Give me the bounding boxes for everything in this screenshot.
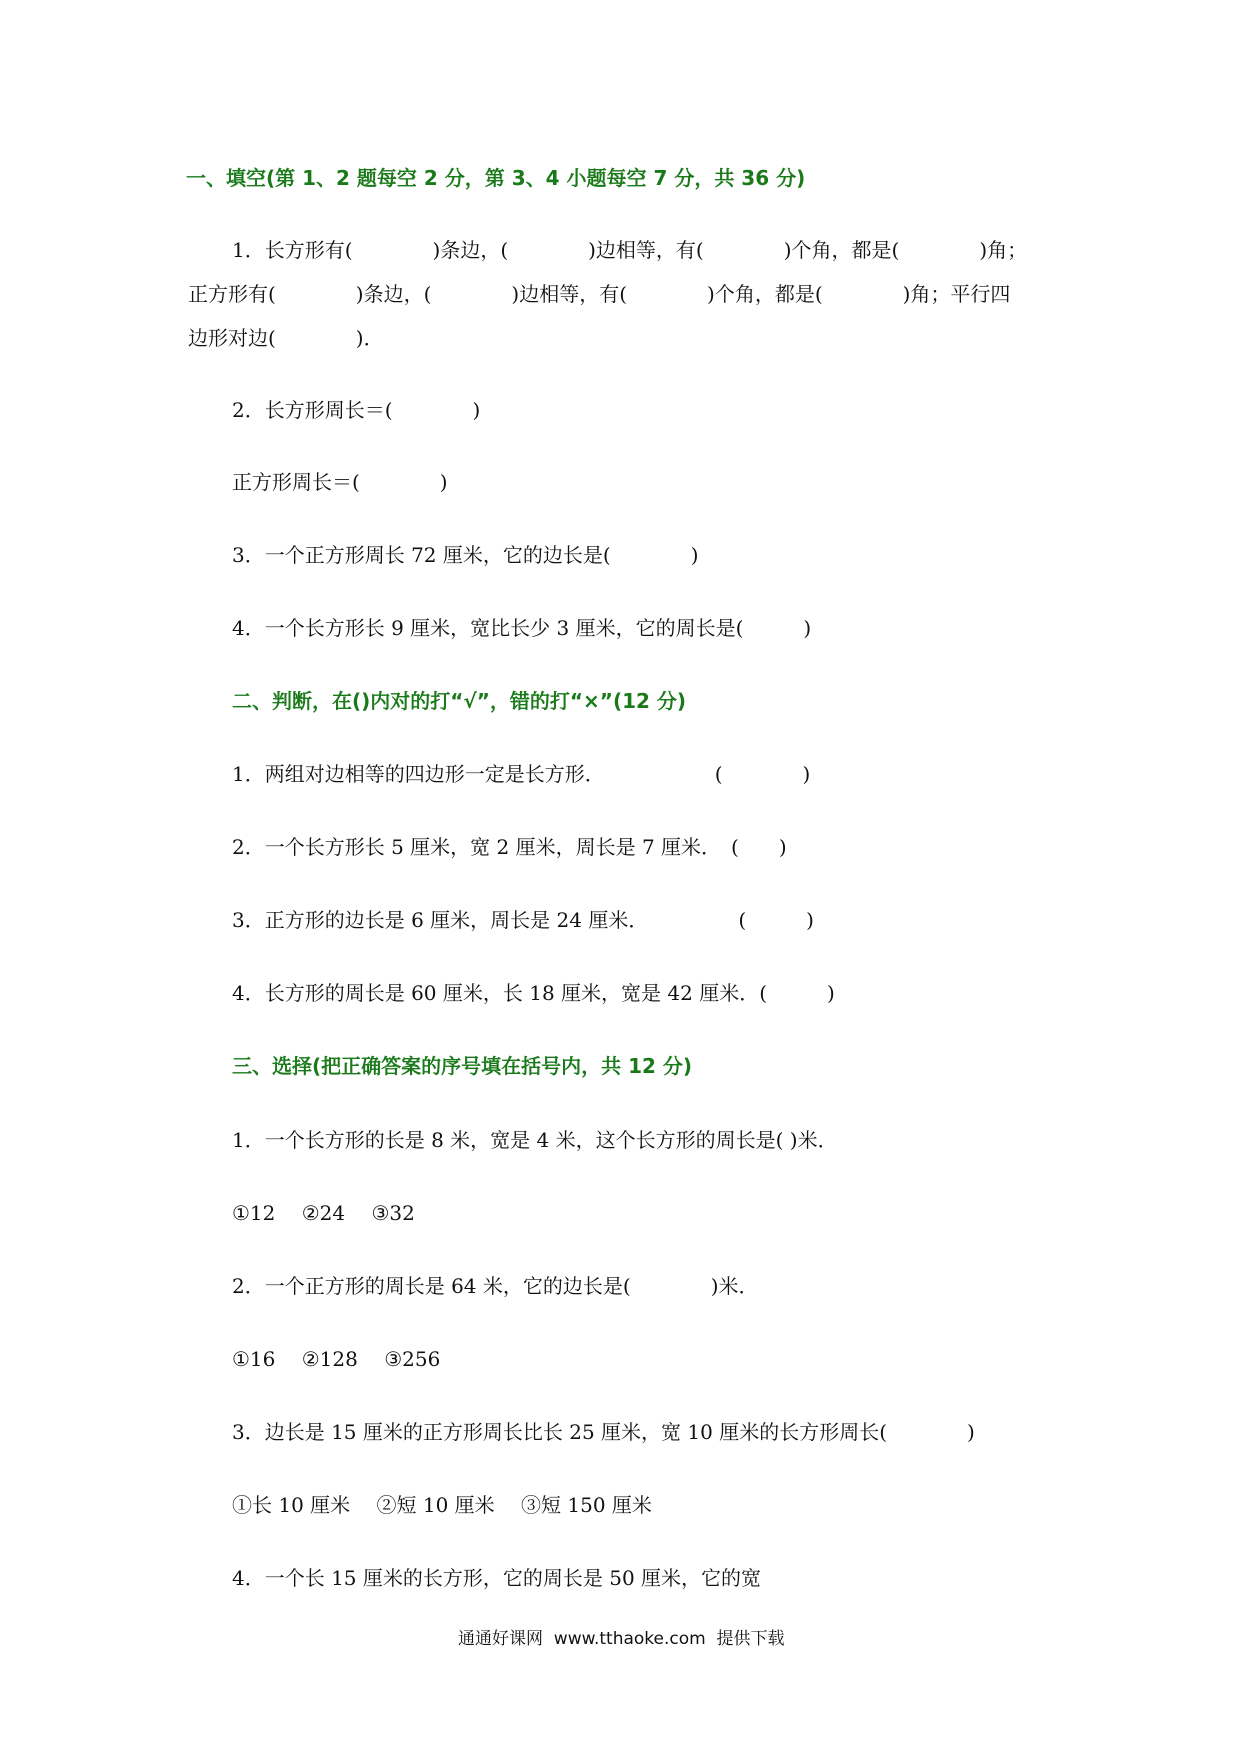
- section1-heading: 一、填空(第 1、2 题每空 2 分，第 3、4 小题每空 7 分，共 36 分): [186, 166, 806, 190]
- s1-q2-line2: 正方形周长＝( ): [232, 470, 448, 494]
- footer-text: 通通好课网 www.tthaoke.com 提供下载: [458, 1629, 785, 1649]
- s2-q2: 2．一个长方形长 5 厘米，宽 2 厘米，周长是 7 厘米． ( ): [232, 835, 787, 859]
- s3-q3-options: ①长 10 厘米 ②短 10 厘米 ③短 150 厘米: [232, 1493, 652, 1517]
- s3-q3: 3．边长是 15 厘米的正方形周长比长 25 厘米，宽 10 厘米的长方形周长( ): [232, 1420, 975, 1444]
- s2-q1: 1．两组对边相等的四边形一定是长方形． ( ): [232, 762, 811, 786]
- s3-q2: 2．一个正方形的周长是 64 米，它的边长是( )米．: [232, 1274, 759, 1298]
- s1-q1-line1: 1．长方形有( )条边，( )边相等，有( )个角，都是( )角；: [232, 238, 1028, 262]
- s1-q1-line2: 正方形有( )条边，( )边相等，有( )个角，都是( )角；平行四: [188, 282, 1011, 306]
- section2-heading: 二、判断，在()内对的打“√”，错的打“×”(12 分): [232, 689, 687, 713]
- s2-q4: 4．长方形的周长是 60 厘米，长 18 厘米，宽是 42 厘米．( ): [232, 981, 835, 1005]
- s3-q2-options: ①16 ②128 ③256: [232, 1347, 441, 1371]
- s1-q1-line3: 边形对边( )．: [188, 326, 384, 350]
- section3-heading: 三、选择(把正确答案的序号填在括号内，共 12 分): [232, 1054, 693, 1078]
- s3-q1-options: ①12 ②24 ③32: [232, 1201, 415, 1225]
- s3-q4: 4．一个长 15 厘米的长方形，它的周长是 50 厘米，它的宽: [232, 1566, 762, 1590]
- s1-q3: 3．一个正方形周长 72 厘米，它的边长是( ): [232, 543, 699, 567]
- s3-q1: 1．一个长方形的长是 8 米，宽是 4 米，这个长方形的周长是( )米．: [232, 1128, 838, 1152]
- s2-q3: 3．正方形的边长是 6 厘米，周长是 24 厘米． ( ): [232, 908, 814, 932]
- s1-q4: 4．一个长方形长 9 厘米，宽比长少 3 厘米，它的周长是( ): [232, 616, 812, 640]
- s1-q2-line1: 2．长方形周长＝( ): [232, 398, 481, 422]
